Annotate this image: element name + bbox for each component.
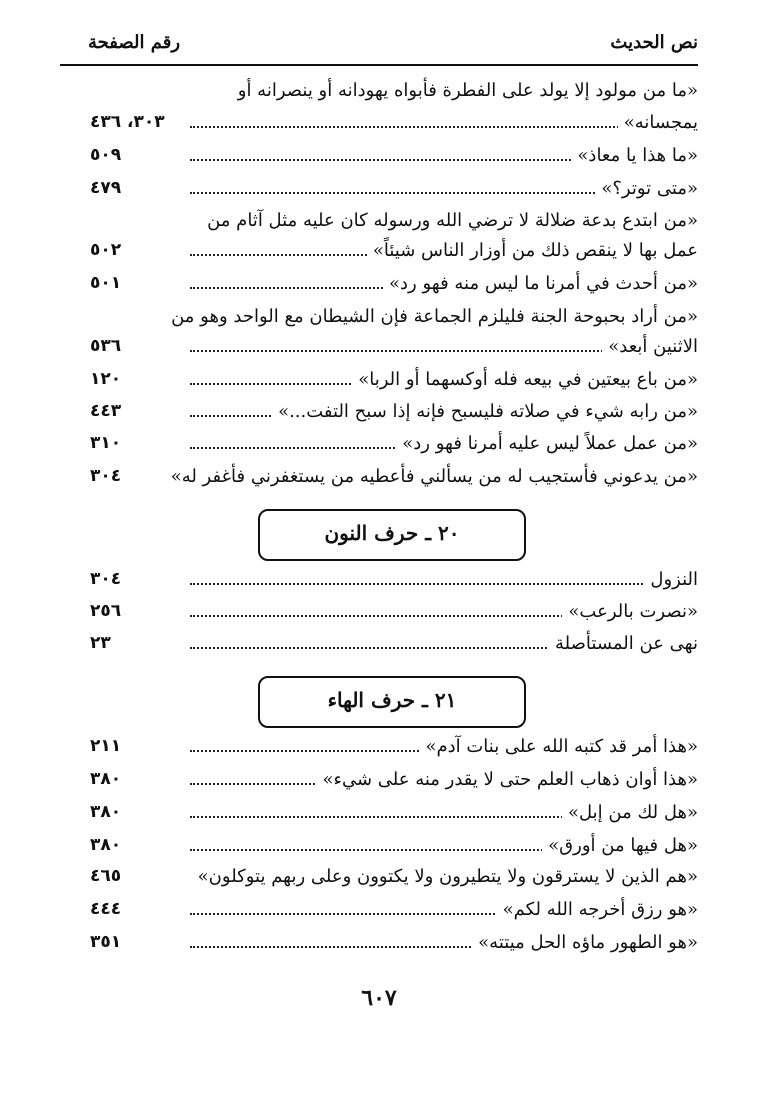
header-rule [60, 64, 698, 66]
entry-line1: «من أراد بحبوحة الجنة فليلزم الجماعة فإن الشيطان مع الواحد وهو من [171, 306, 698, 327]
entry-page: ٥٣٦ [90, 336, 122, 356]
entry-page: ٤٤٣ [90, 401, 122, 421]
index-entry [60, 569, 698, 599]
index-entry [60, 866, 698, 896]
entry-page: ٣٠٣، ٤٣٦ [90, 112, 165, 132]
index-entry [60, 601, 698, 631]
column-title-hadith: نص الحديث [610, 32, 698, 53]
page-number: ٦٠٧ [361, 985, 397, 1011]
entry-text: نهى عن المستأصلة [549, 633, 698, 654]
index-entry [60, 336, 698, 366]
entry-text: «نصرت بالرعب» [562, 601, 698, 622]
entry-text: «هم الذين لا يسترقون ولا يتطيرون ولا يكتوون وعلى ربهم يتوكلون» [192, 866, 698, 887]
entry-text: «ما هذا يا معاذ» [571, 145, 698, 166]
entry-text: عمل بها لا ينقص ذلك من أوزار الناس شيئاً» [367, 240, 698, 261]
entry-page: ٥٠٩ [90, 145, 122, 165]
entry-text: «هذا أوان ذهاب العلم حتى لا يقدر منه على شيء» [317, 769, 698, 790]
entry-text: «هذا أمر قد كتبه الله على بنات آدم» [419, 736, 698, 757]
entry-text: «هو الطهور ماؤه الحل ميتته» [472, 932, 698, 953]
entry-text: النزول [644, 569, 698, 590]
entry-page: ٣٨٠ [90, 769, 122, 789]
index-entry [60, 145, 698, 175]
index-entry [60, 769, 698, 799]
entry-page: ١٢٠ [90, 369, 122, 389]
entry-text: «من باع بيعتين في بيعه فله أوكسهما أو الربا» [352, 369, 698, 390]
entry-text: «من أحدث في أمرنا ما ليس منه فهو رد» [383, 273, 698, 294]
entry-text: «من رابه شيء في صلاته فليسبح فإنه إذا سبح التفت...» [272, 401, 698, 422]
entry-page: ٣٨٠ [90, 802, 122, 822]
entry-text: «هل فيها من أورق» [542, 835, 698, 856]
index-entry [60, 736, 698, 766]
section-heading-box [258, 509, 526, 561]
index-entry [60, 240, 698, 270]
entry-page: ٣٠٤ [90, 569, 122, 589]
entry-page: ٣٨٠ [90, 835, 122, 855]
entry-page: ٤٧٩ [90, 178, 122, 198]
section-heading-box [258, 676, 526, 728]
section-heading: ٢٠ ـ حرف النون [324, 521, 460, 545]
section-heading: ٢١ ـ حرف الهاء [327, 688, 457, 712]
index-entry [60, 802, 698, 832]
entry-page: ٢١١ [90, 736, 122, 756]
index-entry [60, 899, 698, 929]
index-entry [60, 178, 698, 208]
entry-page: ٢٣ [90, 633, 111, 653]
index-entry [60, 466, 698, 496]
entry-text: «متى توتر؟» [595, 178, 698, 199]
index-entry [60, 835, 698, 865]
column-title-page: رقم الصفحة [88, 32, 181, 53]
entry-text: «من عمل عملاً ليس عليه أمرنا فهو رد» [396, 433, 698, 454]
entry-text: «من يدعوني فأستجيب له من يسألني فأعطيه من يستغفرني فأغفر له» [165, 466, 698, 487]
index-entry [60, 401, 698, 431]
index-entry [60, 932, 698, 962]
entry-page: ٣١٠ [90, 433, 122, 453]
leader-dots [190, 583, 698, 585]
page-header [60, 30, 698, 60]
index-entry [60, 433, 698, 463]
entry-page: ٥٠١ [90, 273, 122, 293]
entry-page: ٣٥١ [90, 932, 122, 952]
entry-text: «هل لك من إبل» [562, 802, 698, 823]
entry-page: ٤٤٤ [90, 899, 122, 919]
index-entry [60, 633, 698, 663]
entry-text: الاثنين أبعد» [602, 336, 698, 357]
index-entry [60, 369, 698, 399]
entry-line1: «من ابتدع بدعة ضلالة لا ترضي الله ورسوله كان عليه مثل آثام من [207, 210, 698, 231]
entry-page: ٣٠٤ [90, 466, 122, 486]
index-entry [60, 112, 698, 142]
entry-line1: «ما من مولود إلا يولد على الفطرة فأبواه يهودانه أو ينصرانه أو [237, 80, 698, 101]
entry-page: ٥٠٢ [90, 240, 122, 260]
entry-page: ٤٦٥ [90, 866, 122, 886]
entry-page: ٢٥٦ [90, 601, 122, 621]
index-entry [60, 273, 698, 303]
entry-text: يمجسانه» [618, 112, 698, 133]
entry-text: «هو رزق أخرجه الله لكم» [497, 899, 698, 920]
